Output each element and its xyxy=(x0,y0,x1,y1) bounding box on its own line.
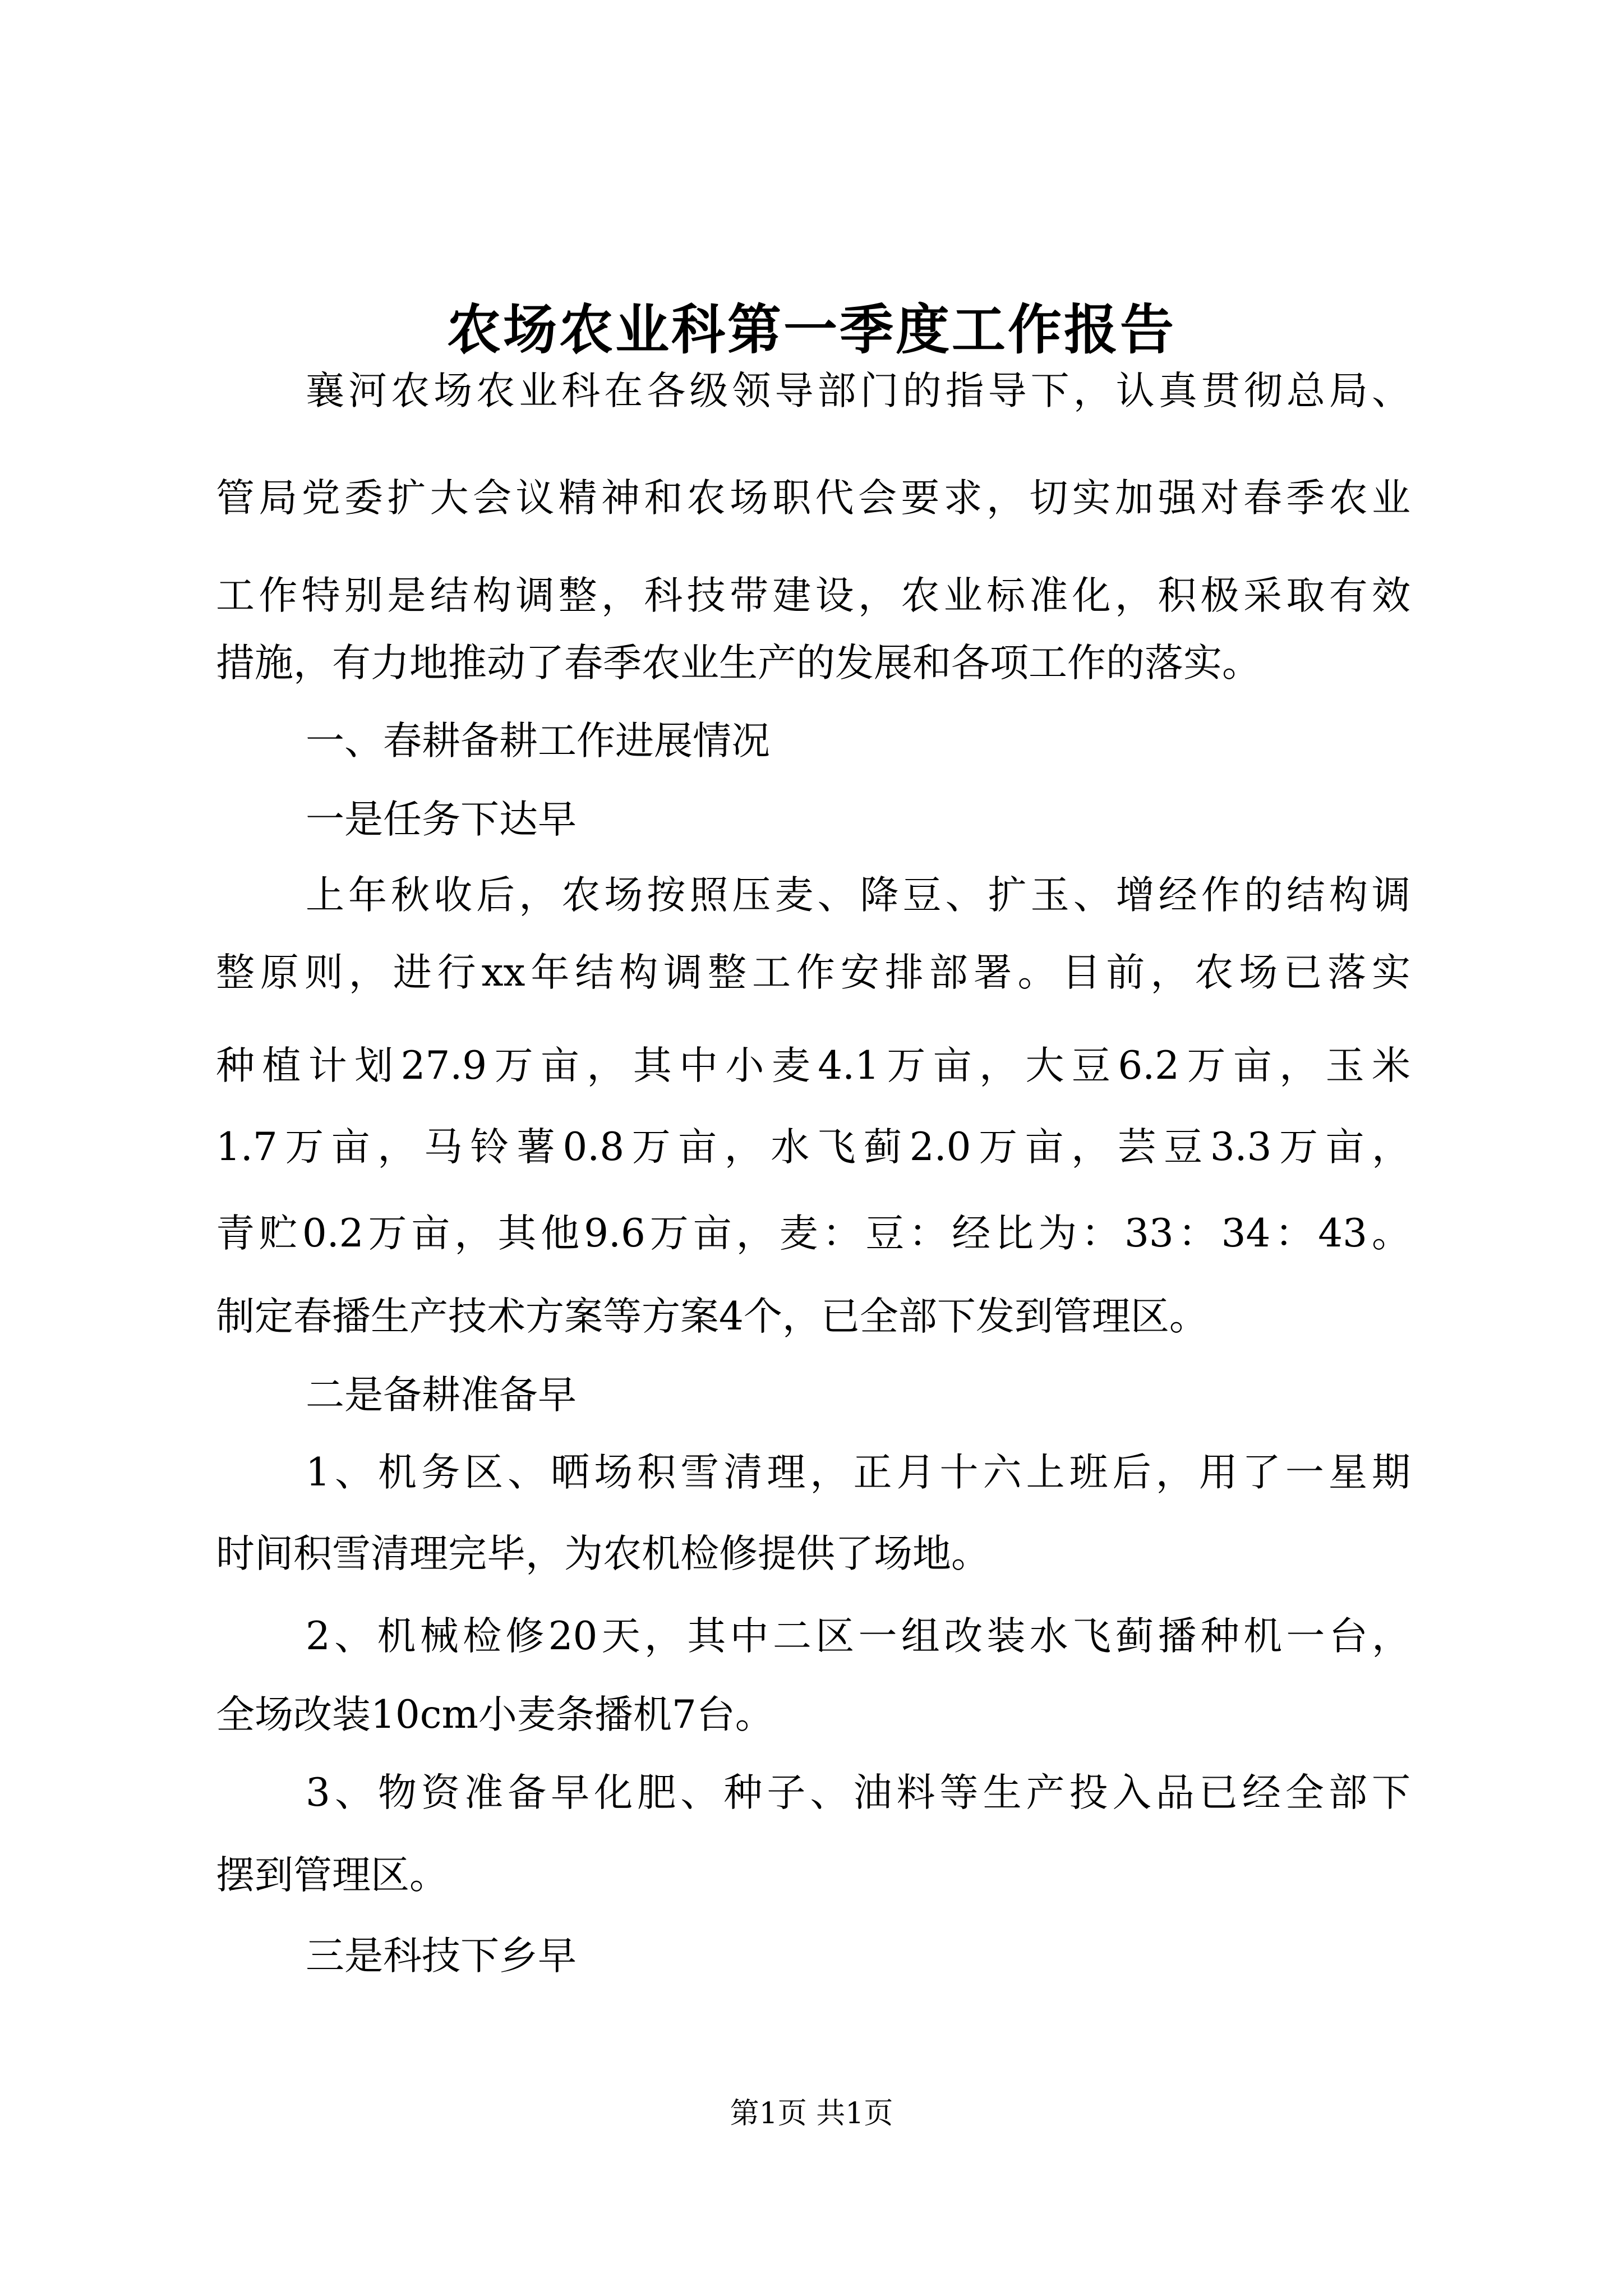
body-line: 襄河农场农业科在各级领导部门的指导下，认真贯彻总局、 xyxy=(306,369,1410,413)
section-heading: 一、春耕备耕工作进展情况 xyxy=(306,719,770,763)
body-line: 3、物资准备早化肥、种子、油料等生产投入品已经全部下 xyxy=(306,1770,1410,1815)
body-line: 全场改装10cm小麦条播机7台。 xyxy=(216,1692,774,1737)
body-line: 上年秋收后，农场按照压麦、降豆、扩玉、增经作的结构调 xyxy=(306,873,1410,918)
body-line: 时间积雪清理完毕，为农机检修提供了场地。 xyxy=(216,1531,990,1576)
subsection-heading: 二是备耕准备早 xyxy=(306,1373,577,1418)
body-line: 整原则，进行xx年结构调整工作安排部署。目前，农场已落实 xyxy=(216,950,1410,995)
body-line: 制定春播生产技术方案等方案4个，已全部下发到管理区。 xyxy=(216,1294,1208,1339)
body-line: 措施，有力地推动了春季农业生产的发展和各项工作的落实。 xyxy=(216,641,1261,685)
body-line: 工作特别是结构调整，科技带建设，农业标准化，积极采取有效 xyxy=(216,573,1410,618)
body-line: 管局党委扩大会议精神和农场职代会要求，切实加强对春季农业 xyxy=(216,476,1410,521)
body-line: 1、机务区、晒场积雪清理，正月十六上班后，用了一星期 xyxy=(306,1450,1410,1495)
page-footer: 第1页 共1页 xyxy=(730,2097,893,2131)
body-line: 1.7万亩，马铃薯0.8万亩，水飞蓟2.0万亩，芸豆3.3万亩， xyxy=(216,1125,1410,1170)
body-line: 青贮0.2万亩，其他9.6万亩，麦：豆：经比为：33：34：43。 xyxy=(216,1211,1410,1256)
body-line: 种植计划27.9万亩，其中小麦4.1万亩，大豆6.2万亩，玉米 xyxy=(216,1043,1410,1088)
subsection-heading: 一是任务下达早 xyxy=(306,797,577,842)
body-line: 2、机械检修20天，其中二区一组改装水飞蓟播种机一台， xyxy=(306,1614,1410,1659)
document-title: 农场农业科第一季度工作报告 xyxy=(447,298,1176,361)
body-line: 摆到管理区。 xyxy=(216,1853,448,1898)
subsection-heading: 三是科技下乡早 xyxy=(306,1934,577,1978)
